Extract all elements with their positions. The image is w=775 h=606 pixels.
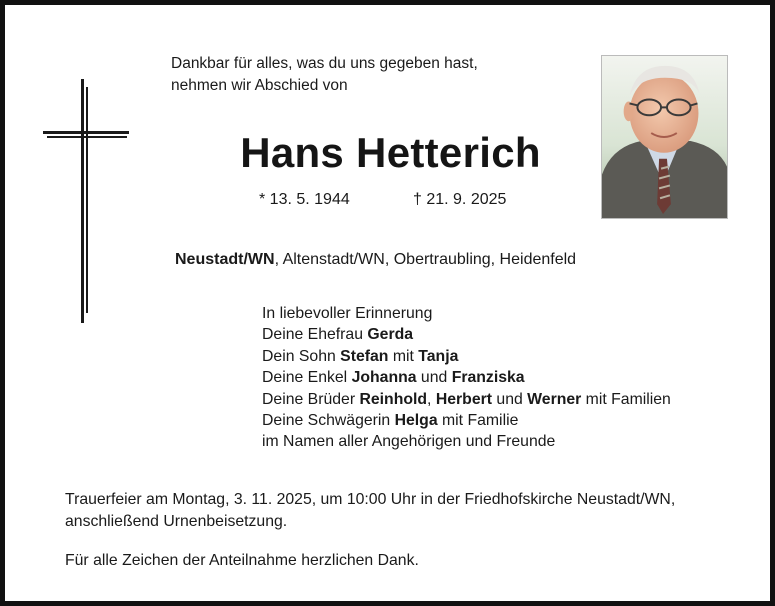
birth-date: * 13. 5. 1944 [259,191,350,208]
places-line [175,251,576,269]
mourner-name: Johanna [351,369,417,387]
mourner-line [262,346,671,367]
service-line-2: anschließend Urnenbeisetzung. [65,512,288,530]
mourner-name: Herbert [435,390,493,408]
mourner-text: mit [388,347,419,365]
mourner-line [262,303,671,324]
mourner-line [262,431,671,452]
mourner-line [262,389,671,410]
mourner-text: mit Familien [581,390,671,408]
death-date: † 21. 9. 2025 [413,191,507,208]
mourner-name: Tanja [418,347,459,365]
mourner-text: Dein Sohn [262,347,341,365]
places-rest: , Altenstadt/WN, Obertraubling, Heidenfeld [274,251,577,268]
mourner-text: , [427,390,436,408]
thanks-line: Für alle Zeichen der Anteilnahme herzlichen Dank. [65,552,419,569]
mourner-text: Deine Enkel [262,369,352,387]
service-info [65,489,675,532]
mourner-line [262,367,671,388]
mourner-line [262,410,671,431]
mourner-text: Deine Schwägerin [262,412,395,430]
mourner-name: Franziska [451,369,525,387]
mourner-line [262,324,671,345]
intro-line-1: Dankbar für alles, was du uns gegeben hast, [171,55,478,72]
mourner-text: mit Familie [437,412,519,430]
mourner-name: Reinhold [359,390,428,408]
mourner-text: und [492,390,528,408]
mourner-name: Helga [394,412,438,430]
mourner-name: Werner [527,390,582,408]
mourner-text: und [416,369,452,387]
cross-icon [43,79,131,323]
mourner-name: Gerda [367,326,414,344]
deceased-name [5,129,775,177]
deceased-name-text: Hans Hetterich [240,129,541,176]
intro-line-2: nehmen wir Abschied von [171,77,348,94]
place-primary: Neustadt/WN [175,251,275,268]
mourners-list [262,303,671,453]
service-line-1: Trauerfeier am Montag, 3. 11. 2025, um 10:00 Uhr in der Friedhofskirche Neustadt/WN, [65,491,676,508]
mourner-text: Deine Brüder [262,390,360,408]
mourner-text: Deine Ehefrau [262,326,368,344]
intro-text [171,53,478,97]
mourner-name: Stefan [340,347,389,365]
mourner-text: In liebevoller Erinnerung [262,305,433,322]
mourner-text: im Namen aller Angehörigen und Freunde [262,433,556,451]
